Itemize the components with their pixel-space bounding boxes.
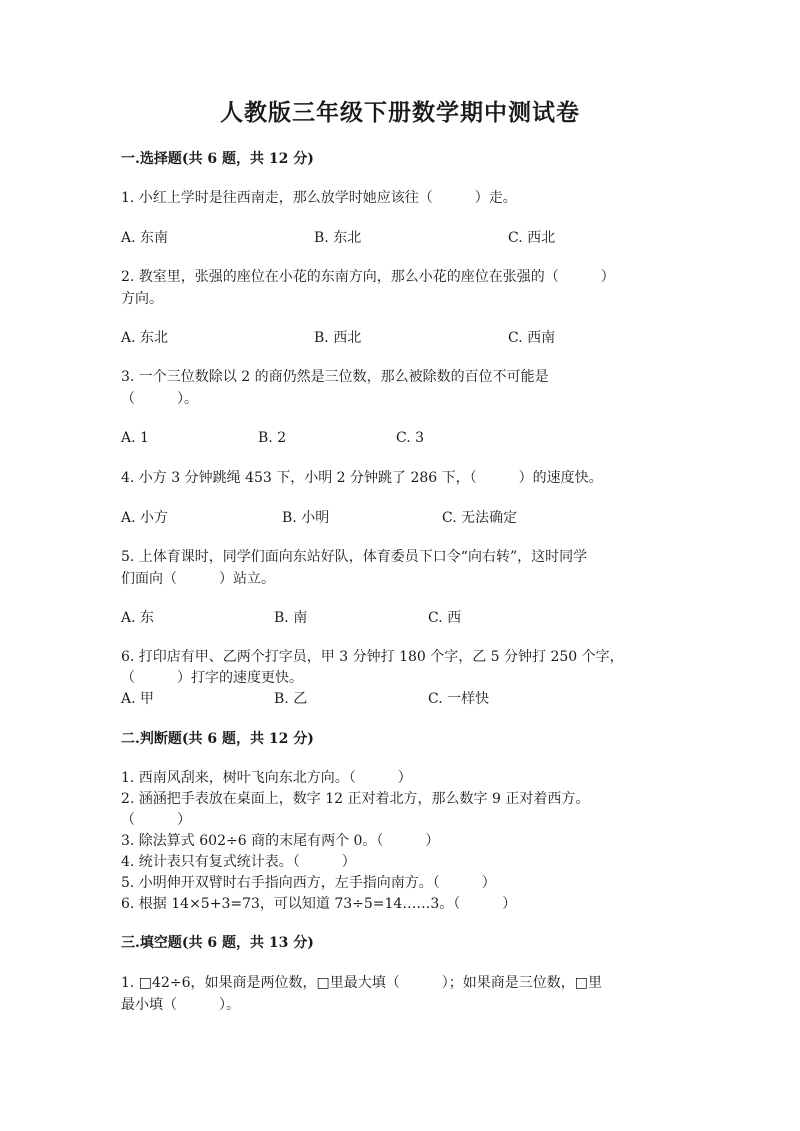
judgment-line-3: 3. 除法算式 602÷6 商的末尾有两个 0。（ ） [121,833,440,849]
question-2-text-line2: 方向。 [121,291,163,307]
q6-option-b: B. 乙 [274,691,308,707]
judgment-line-6: 6. 根据 14×5+3=73，可以知道 73÷5=14……3。（ ） [121,896,517,912]
question-2-text-line1: 2. 教室里，张强的座位在小花的东南方向，那么小花的座位在张强的（ ） [121,269,615,285]
judgment-line-4: 4. 统计表只有复式统计表。（ ） [121,854,356,870]
question-5-text-line1: 5. 上体育课时，同学们面向东站好队，体育委员下口令“向右转”，这时同学 [121,549,588,565]
q1-option-a: A. 东南 [121,230,169,246]
question-6-text-line1: 6. 打印店有甲、乙两个打字员，甲 3 分钟打 180 个字，乙 5 分钟打 250 个字， [121,649,624,665]
question-1-text: 1. 小红上学时是往西南走，那么放学时她应该往（ ）走。 [121,190,517,206]
judgment-line-5: 5. 小明伸开双臂时右手指向西方，左手指向南方。（ ） [121,875,496,891]
q3-option-a: A. 1 [121,430,149,446]
q2-option-b: B. 西北 [314,330,362,346]
q4-option-b: B. 小明 [282,510,330,526]
section-heading-judgment: 二.判断题(共 6 题，共 12 分) [121,731,314,747]
page-title: 人教版三年级下册数学期中测试卷 [220,99,580,126]
question-4-text: 4. 小方 3 分钟跳绳 453 下，小明 2 分钟跳了 286 下，（ ）的速度快。 [121,470,603,486]
q3-option-b: B. 2 [258,430,287,446]
fill-line-1: 1. □42÷6，如果商是两位数，□里最大填（ ）；如果商是三位数，□里 [121,975,602,991]
q2-option-a: A. 东北 [121,330,169,346]
q5-option-a: A. 东 [121,610,155,626]
judgment-line-2-cont: （ ） [121,812,191,828]
q1-option-b: B. 东北 [314,230,362,246]
judgment-line-1: 1. 西南风刮来，树叶飞向东北方向。（ ） [121,770,412,786]
question-6-text-line2: （ ）打字的速度更快。 [121,670,303,686]
q6-option-a: A. 甲 [121,691,155,707]
q5-option-c: C. 西 [428,610,462,626]
q5-option-b: B. 南 [274,610,308,626]
q3-option-c: C. 3 [396,430,425,446]
q2-option-c: C. 西南 [508,330,556,346]
fill-line-2: 最小填（ ）。 [121,997,240,1013]
q4-option-a: A. 小方 [121,510,169,526]
q1-option-c: C. 西北 [508,230,556,246]
section-heading-fill: 三.填空题(共 6 题，共 13 分) [121,935,314,951]
question-3-text-line2: （ ）。 [121,391,198,407]
question-3-text-line1: 3. 一个三位数除以 2 的商仍然是三位数，那么被除数的百位不可能是 [121,369,549,385]
q4-option-c: C. 无法确定 [442,510,518,526]
question-5-text-line2: 们面向（ ）站立。 [121,571,275,587]
section-heading-choice: 一.选择题(共 6 题，共 12 分) [121,151,314,167]
judgment-line-2: 2. 涵涵把手表放在桌面上，数字 12 正对着北方，那么数字 9 正对着西方。 [121,791,590,807]
q6-option-c: C. 一样快 [428,691,490,707]
